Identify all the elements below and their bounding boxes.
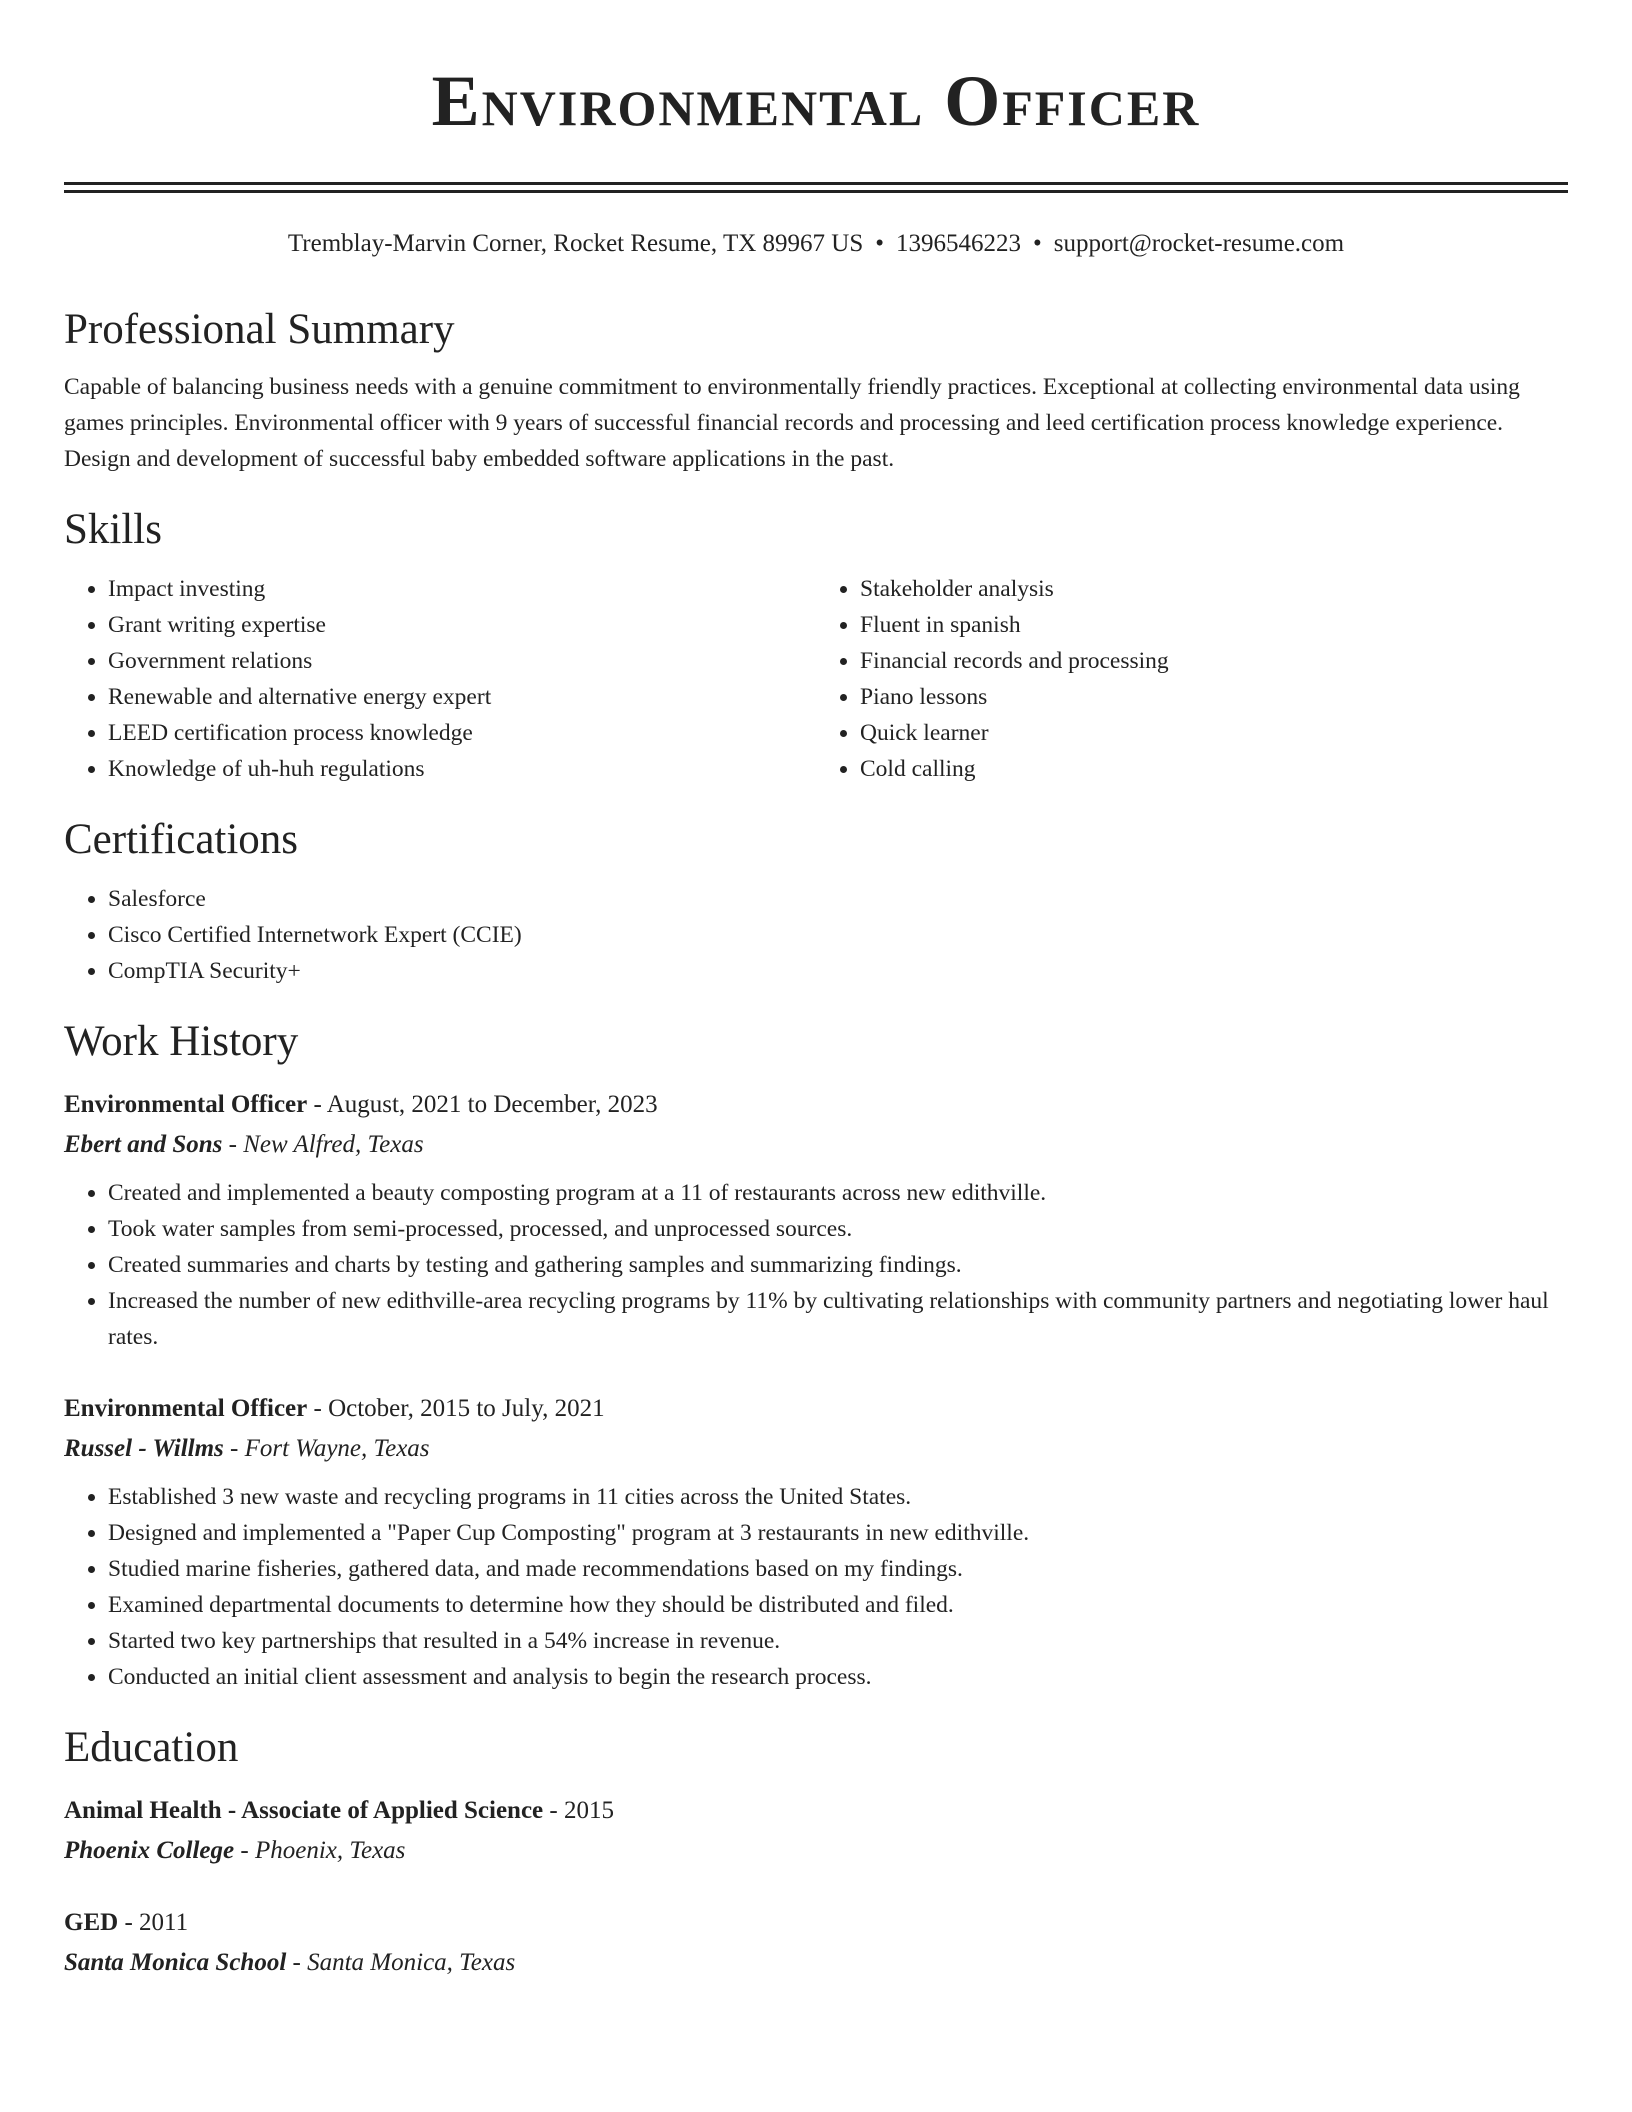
job-bullet: • Examined departmental documents to determine how they should be distributed and filed. xyxy=(108,1587,1568,1623)
job-bullets xyxy=(64,1175,1568,1355)
employer-line xyxy=(64,1429,1568,1469)
employer-name: Russel - Willms xyxy=(64,1435,224,1462)
skill-item: • Grant writing expertise xyxy=(108,607,816,643)
summary-heading: Professional Summary xyxy=(64,306,455,353)
summary-text: Capable of balancing business needs with a genuine commitment to environmentally friendly practices. Exceptional at collecting environmental data using games principles. Environmental officer with 9 years of successful financial records and processing and leed certification process knowledge experience. Design and development of successful baby embedded software applications in the past. xyxy=(64,374,1520,472)
contact-separator: • xyxy=(1033,230,1042,257)
skill-item: • Financial records and processing xyxy=(860,643,1568,679)
skill-item: • LEED certification process knowledge xyxy=(108,715,816,751)
education-entry xyxy=(64,1903,1568,1983)
job-title: Environmental Officer xyxy=(64,1091,308,1118)
education-heading: Education xyxy=(64,1724,239,1771)
resume-title: Environmental Officer xyxy=(431,61,1201,141)
skill-item: • Quick learner xyxy=(860,715,1568,751)
job-dates: - August, 2021 to December, 2023 xyxy=(307,1091,658,1118)
job-title-line xyxy=(64,1389,1568,1429)
skill-item: • Knowledge of uh-huh regulations xyxy=(108,751,816,787)
school-line xyxy=(64,1943,1568,1983)
contact-separator: • xyxy=(875,230,885,257)
job-bullets xyxy=(64,1479,1568,1695)
title-divider xyxy=(64,182,1568,193)
degree-name: Animal Health - Associate of Applied Science xyxy=(64,1797,544,1824)
job-bullet: • Designed and implemented a "Paper Cup Composting" program at 3 restaurants in new edithville. xyxy=(108,1515,1568,1551)
school-line xyxy=(64,1831,1568,1871)
skill-item: • Government relations xyxy=(108,643,816,679)
skills-heading: Skills xyxy=(64,506,162,553)
degree-name: GED xyxy=(64,1909,119,1936)
school-location: - Santa Monica, Texas xyxy=(286,1949,516,1976)
school-name: Phoenix College xyxy=(64,1837,235,1864)
job-bullet: • Conducted an initial client assessment and analysis to begin the research process. xyxy=(108,1659,1568,1695)
skill-item: • Stakeholder analysis xyxy=(860,571,1568,607)
job-bullet: • Started two key partnerships that resulted in a 54% increase in revenue. xyxy=(108,1623,1568,1659)
skill-item: • Fluent in spanish xyxy=(860,607,1568,643)
contact-email: support@rocket-resume.com xyxy=(1053,230,1345,257)
job-dates: - October, 2015 to July, 2021 xyxy=(307,1395,605,1422)
degree-year: - 2011 xyxy=(118,1909,189,1936)
employer-name: Ebert and Sons xyxy=(64,1131,223,1158)
job-bullet: • Created and implemented a beauty composting program at a 11 of restaurants across new edithville. xyxy=(108,1175,1568,1211)
skills-columns xyxy=(64,571,1568,787)
school-location: - Phoenix, Texas xyxy=(234,1837,406,1864)
job-bullet: • Increased the number of new edithville-area recycling programs by 11% by cultivating relationships with community partners and negotiating lower haul rates. xyxy=(108,1283,1568,1355)
job-bullet: • Established 3 new waste and recycling programs in 11 cities across the United States. xyxy=(108,1479,1568,1515)
employer-line xyxy=(64,1125,1568,1165)
certification-item: • Salesforce xyxy=(108,881,1568,917)
skills-list-right xyxy=(816,571,1568,787)
certifications-list xyxy=(64,881,1568,989)
certification-item: • Cisco Certified Internetwork Expert (CCIE) xyxy=(108,917,1568,953)
degree-line xyxy=(64,1903,1568,1943)
school-name: Santa Monica School xyxy=(64,1949,287,1976)
job-entry xyxy=(64,1085,1568,1355)
skills-section xyxy=(64,503,1568,787)
degree-line xyxy=(64,1791,1568,1831)
skill-item: • Piano lessons xyxy=(860,679,1568,715)
certifications-section xyxy=(64,813,1568,989)
certifications-heading: Certifications xyxy=(64,816,299,863)
contact-address: Tremblay-Marvin Corner, Rocket Resume, TX 89967 US xyxy=(287,230,864,257)
contact-phone: 1396546223 xyxy=(896,230,1022,257)
skill-item: • Cold calling xyxy=(860,751,1568,787)
job-bullet: • Studied marine fisheries, gathered data, and made recommendations based on my findings. xyxy=(108,1551,1568,1587)
skill-item: • Renewable and alternative energy expert xyxy=(108,679,816,715)
skill-item: • Impact investing xyxy=(108,571,816,607)
work-history-heading: Work History xyxy=(64,1018,299,1065)
certification-item: • CompTIA Security+ xyxy=(108,953,1568,989)
employer-location: - Fort Wayne, Texas xyxy=(223,1435,430,1462)
job-title: Environmental Officer xyxy=(64,1395,308,1422)
education-section xyxy=(64,1721,1568,1983)
job-bullet: • Created summaries and charts by testing and gathering samples and summarizing findings. xyxy=(108,1247,1568,1283)
job-bullet: • Took water samples from semi-processed, processed, and unprocessed sources. xyxy=(108,1211,1568,1247)
summary-section xyxy=(64,303,1568,477)
skills-list-left xyxy=(64,571,816,787)
education-entry xyxy=(64,1791,1568,1871)
job-entry xyxy=(64,1389,1568,1695)
job-title-line xyxy=(64,1085,1568,1125)
employer-location: - New Alfred, Texas xyxy=(222,1131,424,1158)
work-history-section xyxy=(64,1015,1568,1695)
contact-line xyxy=(64,227,1568,261)
degree-year: - 2015 xyxy=(543,1797,614,1824)
